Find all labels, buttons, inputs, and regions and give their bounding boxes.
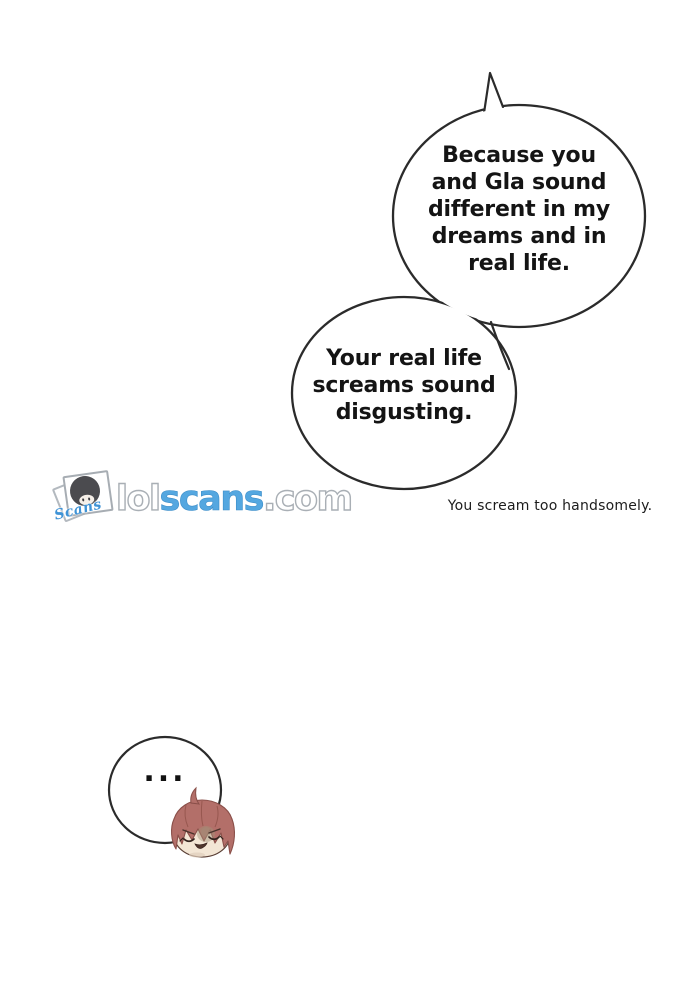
scream-line-2: screams sound (312, 373, 496, 398)
scans-badge-label: Scans (52, 496, 104, 524)
scream-bubble-text (274, 345, 534, 426)
dream-line-4: dreams and in (431, 224, 607, 249)
dream-line-3: different in my (427, 197, 611, 222)
photo-card-camera-icon (52, 468, 114, 526)
chibi-chin-shadow (189, 853, 205, 858)
scream-line-3: disgusting. (335, 400, 473, 425)
speech-bubble-dream-tail (484, 73, 503, 113)
chibi-gloom-shade-core (201, 827, 211, 837)
wordmark-lol: lol (116, 479, 160, 519)
aside-caption: You scream too handsomely. (447, 498, 653, 514)
wordmark-scans: scans (159, 479, 263, 519)
dream-line-5: real life. (468, 251, 570, 276)
lolscans-watermark (52, 468, 352, 526)
lolscans-wordmark (116, 479, 352, 519)
silence-bubble-text: ... (143, 754, 187, 789)
scream-line-1: Your real life (326, 346, 482, 371)
dream-line-1: Because you (442, 143, 596, 168)
dream-bubble-text (389, 142, 649, 277)
wordmark-dotcom: .com (263, 479, 352, 519)
dream-line-2: and Gla sound (431, 170, 607, 195)
